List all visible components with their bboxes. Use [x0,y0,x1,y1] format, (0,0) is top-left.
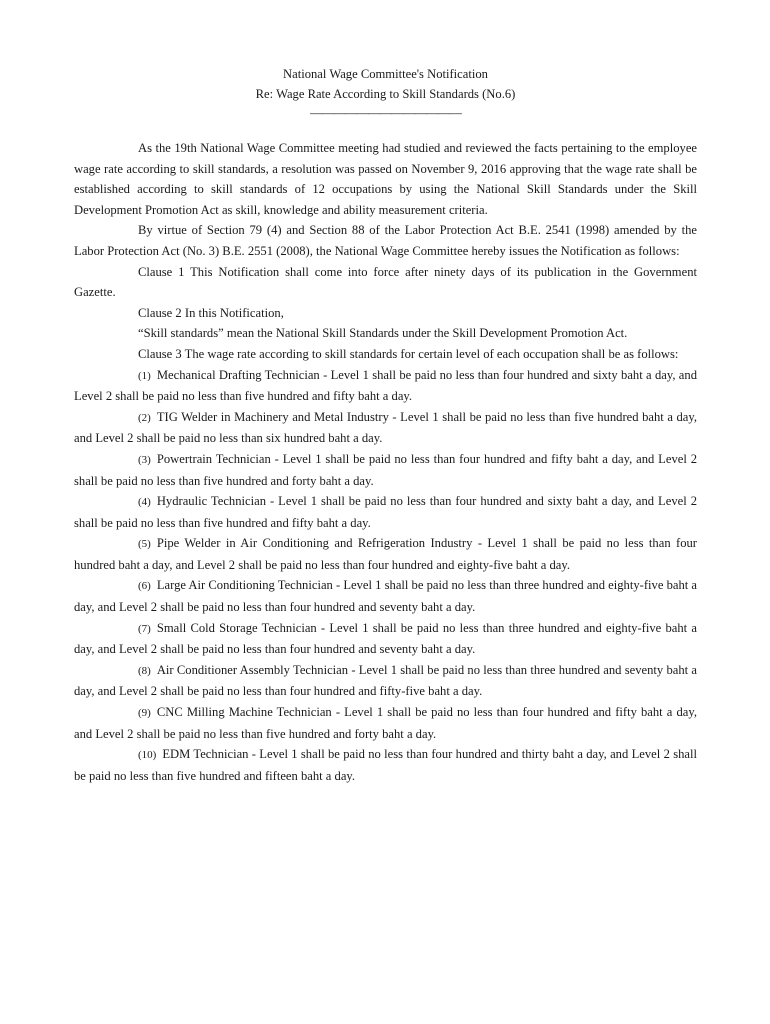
title-divider: ————————————— [310,106,461,120]
clause-2: Clause 2 In this Notification, [138,305,284,320]
occupation-item [74,365,697,407]
occupation-item-number: (7) [138,622,151,635]
occupation-item [74,702,697,744]
occupation-item-number: (9) [138,707,151,720]
occupation-item-number: (1) [138,369,151,382]
occupation-item-text: Air Conditioner Assembly Technician - Level 1 shall be paid no less than three hundred and seventy baht a day, and Level 2 shall be paid no less than four hundred and fifty-five baht a day. [74,662,697,699]
document-subtitle: Re: Wage Rate According to Skill Standards (No.6) [255,87,516,101]
occupation-item [74,533,697,575]
occupation-item [74,744,697,786]
intro-paragraph: As the 19th National Wage Committee meeting had studied and reviewed the facts pertaining to the employee wage rate according to skill standards, a resolution was passed on November 9, 2016 approving that the wage rate shall be established according to skill standards of 12 occupations by using the National Skill Standards under the Skill Development Promotion Act as skill, knowledge and ability measurement criteria. [74,141,697,217]
occupation-item-text: Small Cold Storage Technician - Level 1 shall be paid no less than three hundred and eighty-five baht a day, and Level 2 shall be paid no less than four hundred and seventy baht a day. [74,620,697,657]
occupation-item-text: Large Air Conditioning Technician - Level 1 shall be paid no less than three hundred and eighty-five baht a day, and Level 2 shall be paid no less than four hundred and seventy baht a day. [74,578,697,615]
occupation-item-number: (8) [138,664,151,677]
occupation-item-text: TIG Welder in Machinery and Metal Industry - Level 1 shall be paid no less than five hundred baht a day, and Level 2 shall be paid no less than six hundred baht a day. [74,409,697,446]
occupation-item-number: (5) [138,538,151,551]
occupation-item-text: Hydraulic Technician - Level 1 shall be paid no less than four hundred and sixty baht a day, and Level 2 shall be paid no less than five hundred and fifty baht a day. [74,494,697,530]
occupation-item [74,449,697,491]
authority-paragraph: By virtue of Section 79 (4) and Section 88 of the Labor Protection Act B.E. 2541 (1998) amended by the Labor Protection Act (No. 3) B.E. 2551 (2008), the National Wage Committee hereby issues the Notification as follows: [74,223,697,258]
occupation-item [74,575,697,617]
occupation-item [74,491,697,533]
occupation-item [74,407,697,449]
clause-3: Clause 3 The wage rate according to skill standards for certain level of each occupation shall be as follows: [138,346,679,361]
occupation-item [74,618,697,660]
occupation-item [74,660,697,702]
occupation-item-text: CNC Milling Machine Technician - Level 1 shall be paid no less than four hundred and fifty baht a day, and Level 2 shall be paid no less than five hundred and forty baht a day. [74,705,697,741]
occupation-item-text: Powertrain Technician - Level 1 shall be paid no less than four hundred and fifty baht a day, and Level 2 shall be paid no less than five hundred and forty baht a day. [74,451,697,488]
occupation-item-text: Mechanical Drafting Technician - Level 1 shall be paid no less than four hundred and sixty baht a day, and Level 2 shall be paid no less than five hundred and fifty baht a day. [74,367,697,404]
document-page [74,64,697,786]
occupation-item-number: (10) [138,749,157,762]
occupation-item-number: (4) [138,496,151,509]
occupation-list [74,365,697,787]
occupation-item-text: Pipe Welder in Air Conditioning and Refrigeration Industry - Level 1 shall be paid no less than four hundred baht a day, and Level 2 shall be paid no less than four hundred and eighty-five baht a day. [74,536,697,572]
occupation-item-number: (6) [138,580,151,593]
occupation-item-number: (3) [138,453,151,466]
clause-1: Clause 1 This Notification shall come into force after ninety days of its publication in the Government Gazette. [74,264,697,300]
occupation-item-number: (2) [138,411,151,424]
skill-standards-definition: “Skill standards” mean the National Skill Standards under the Skill Development Promotion Act. [138,326,628,341]
occupation-item-text: EDM Technician - Level 1 shall be paid no less than four hundred and thirty baht a day, and Level 2 shall be paid no less than five hundred and fifteen baht a day. [74,747,697,783]
document-title: National Wage Committee's Notification [283,67,488,81]
